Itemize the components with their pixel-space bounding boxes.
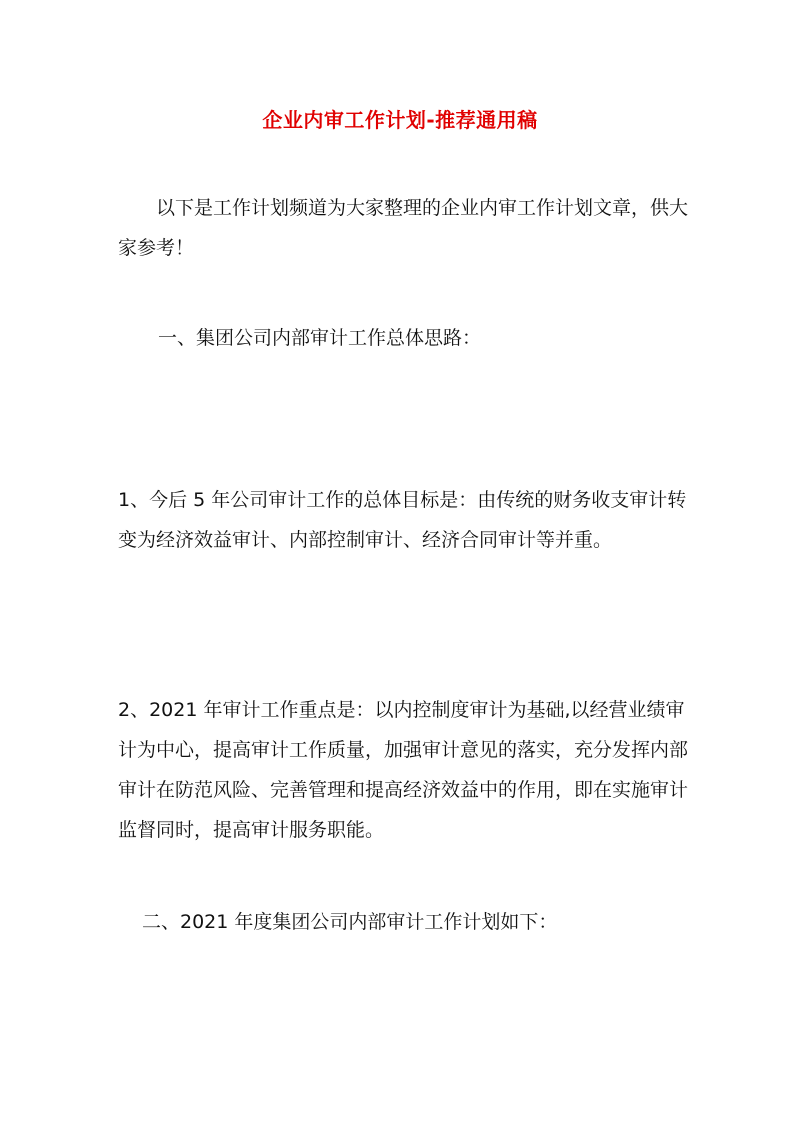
list-item-2: 2、2021 年审计工作重点是：以内控制度审计为基础,以经营业绩审计为中心，提高审计工作质量，加强审计意见的落实，充分发挥内部审计在防范风险、完善管理和提高经济效益中的作用，即在实施审计监督同时，提高审计服务职能。: [118, 699, 689, 841]
section-heading-2: 二、2021 年度集团公司内部审计工作计划如下：: [142, 911, 558, 933]
document-title: 企业内审工作计划-推荐通用稿: [262, 108, 538, 132]
section-heading-1: 一、集团公司内部审计工作总体思路：: [158, 327, 482, 349]
intro-paragraph: 以下是工作计划频道为大家整理的企业内审工作计划文章，供大家参考！: [118, 197, 689, 259]
list-item-1: 1、今后 5 年公司审计工作的总体目标是：由传统的财务收支审计转变为经济效益审计、内部控制审计、经济合同审计等并重。: [118, 489, 687, 551]
